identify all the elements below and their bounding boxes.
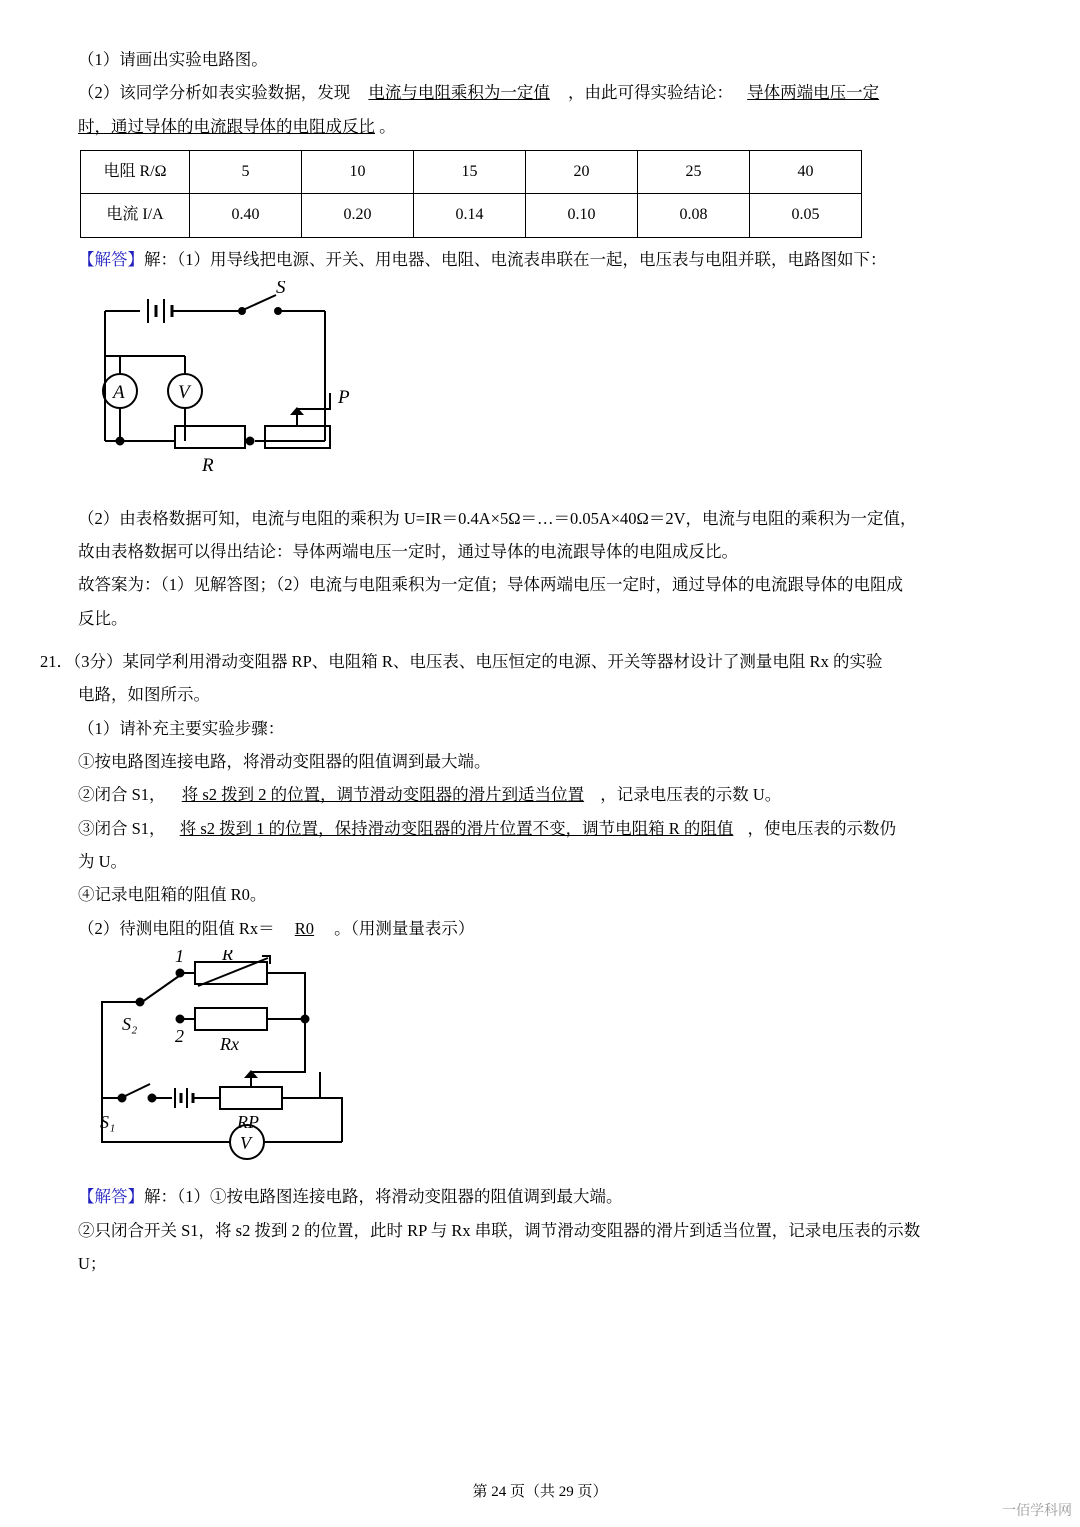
q21-step3-post: ，使电压表的示数仍	[747, 818, 896, 838]
cell-resistance-5: 40	[750, 151, 862, 194]
q20-answer-line5: 反比。	[78, 608, 128, 628]
circuit-diagram-1-svg	[80, 281, 390, 486]
q20-answer-line4: 故答案为：（1）见解答图；（2）电流与电阻乘积为一定值；导体两端电压一定时，通过导体的电流跟导体的电阻成	[78, 575, 903, 595]
cell-resistance-0: 5	[190, 151, 302, 194]
cell-resistance-3: 20	[526, 151, 638, 194]
cell-current-2: 0.14	[414, 194, 526, 237]
label-pos-2: 2	[175, 1025, 184, 1046]
label-rheostat-p: P	[338, 387, 350, 409]
cell-resistance-4: 25	[638, 151, 750, 194]
q20-blank-2: 导体两端电压一定	[747, 83, 880, 103]
label-switch-s: S	[276, 281, 286, 299]
table-row-resistance	[81, 151, 862, 194]
q21-step2	[78, 779, 1022, 810]
cell-current-4: 0.08	[638, 194, 750, 237]
page-footer: 第 24 页（共 29 页）	[472, 1484, 608, 1500]
q20-part2-line1	[78, 77, 1022, 108]
label-voltmeter-2: V	[240, 1132, 251, 1153]
label-resistor-r: R	[202, 455, 214, 477]
table-row-current	[81, 194, 862, 237]
q20-blank-3: 时，通过导体的电流跟导体的电阻成反比	[78, 116, 375, 136]
q21-part1: （1）请补充主要实验步骤：	[78, 718, 285, 738]
q20-part2-mid: ，由此可得实验结论：	[568, 83, 733, 103]
q21-part2-post: 。（用测量量表示）	[334, 918, 475, 938]
label-resistor-box: R	[222, 949, 233, 964]
q21-answer-line1	[78, 1181, 1022, 1212]
q21-stem-line1: 21．（3分）某同学利用滑动变阻器 RP、电阻箱 R、电压表、电压恒定的电源、开关等器材设计了测量电阻 Rx 的实验	[40, 651, 883, 671]
page-content	[40, 44, 1022, 1281]
q20-answer-line3: 故由表格数据可以得出结论：导体两端电压一定时，通过导体的电流跟导体的电阻成反比。	[78, 541, 738, 561]
q21-blank-rx: R0	[294, 918, 315, 938]
label-ammeter: A	[113, 382, 125, 404]
label-switch-s2: S₂	[122, 1013, 138, 1034]
watermark: 一佰学科网	[1002, 1502, 1072, 1518]
cell-current-3: 0.10	[526, 194, 638, 237]
label-voltmeter: V	[178, 382, 190, 404]
q20-answer-line1	[78, 244, 1022, 275]
q21-answer-text1: 解：（1）①按电路图连接电路，将滑动变阻器的阻值调到最大端。	[144, 1187, 623, 1207]
label-rp: RP	[237, 1111, 259, 1132]
row-header-current: 电流 I/A	[81, 194, 190, 237]
q21-step1: ①按电路图连接电路，将滑动变阻器的阻值调到最大端。	[78, 751, 491, 771]
q21-blank-step2: 将 s2 拨到 2 的位置，调节滑动变阻器的滑片到适当位置	[181, 785, 585, 805]
q21-answer-line2: ②只闭合开关 S1，将 s2 拨到 2 的位置，此时 RP 与 Rx 串联，调节滑动变阻器的滑片到适当位置，记录电压表的示数	[78, 1220, 921, 1240]
q21-number: 21	[40, 651, 57, 671]
q21-part2-pre: （2）待测电阻的阻值 Rx＝	[78, 918, 275, 938]
row-header-resistance: 电阻 R/Ω	[81, 151, 190, 194]
q20-blank-1: 电流与电阻乘积为一定值	[368, 83, 550, 103]
q21-stem-line2: 电路，如图所示。	[78, 685, 210, 705]
q21-part2	[78, 913, 1022, 944]
cell-current-5: 0.05	[750, 194, 862, 237]
circuit-diagram-1	[78, 281, 1022, 496]
circuit-diagram-2	[78, 950, 1022, 1175]
q21-blank-step3: 将 s2 拨到 1 的位置，保持滑动变阻器的滑片位置不变，调节电阻箱 R 的阻值	[179, 818, 734, 838]
answer-label-21: 【解答】	[78, 1187, 144, 1207]
q21-step2-pre: ②闭合 S1，	[78, 785, 166, 805]
q21-step3-line2: 为 U。	[78, 851, 128, 871]
q21-step4: ④记录电阻箱的阻值 R0。	[78, 885, 267, 905]
cell-current-0: 0.40	[190, 194, 302, 237]
q20-answer-text1: 解：（1）用导线把电源、开关、用电器、电阻、电流表串联在一起，电压表与电阻并联，电路图如下：	[144, 249, 887, 269]
q20-part2-pre: （2）该同学分析如表实验数据，发现	[78, 83, 351, 103]
cell-resistance-1: 10	[302, 151, 414, 194]
q21-answer-line3: U；	[78, 1254, 107, 1273]
q21-stem-text: （3分）某同学利用滑动变阻器 RP、电阻箱 R、电压表、电压恒定的电源、开关等器材设计了测量电阻 Rx 的实验	[73, 651, 883, 671]
question-21	[40, 646, 1022, 944]
cell-resistance-2: 15	[414, 151, 526, 194]
q20-part1: （1）请画出实验电路图。	[78, 50, 268, 69]
q20-part2-end: 。	[379, 116, 396, 136]
q21-step3	[78, 813, 1022, 844]
experiment-data-table	[80, 150, 862, 238]
circuit-diagram-2-svg	[80, 950, 390, 1165]
label-switch-s1: S₁	[100, 1111, 116, 1132]
q20-answer-line2: （2）由表格数据可知，电流与电阻的乘积为 U=IR＝0.4A×5Ω＝…＝0.05A×40Ω＝2V，电流与电阻的乘积为一定值，	[78, 508, 917, 528]
cell-current-1: 0.20	[302, 194, 414, 237]
label-pos-1: 1	[175, 949, 184, 966]
q21-step3-pre: ③闭合 S1，	[78, 818, 166, 838]
q20-part2-line2	[78, 111, 1022, 142]
label-rx: Rx	[220, 1033, 239, 1054]
q21-step2-post: ，记录电压表的示数 U。	[600, 785, 782, 805]
answer-label: 【解答】	[78, 249, 144, 269]
